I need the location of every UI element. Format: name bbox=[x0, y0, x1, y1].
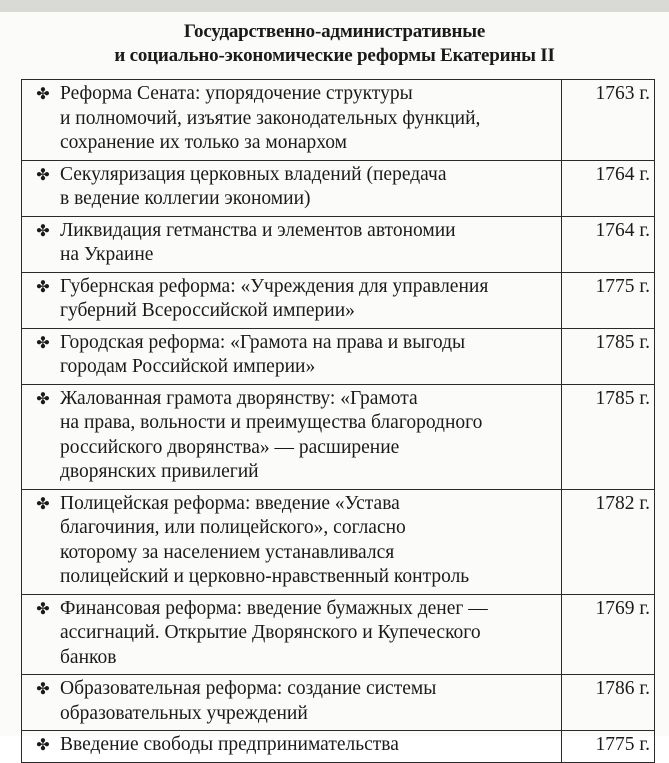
reform-item bbox=[26, 331, 557, 380]
reform-description-cell bbox=[22, 216, 562, 272]
reform-description-cell bbox=[22, 731, 562, 763]
table-row bbox=[22, 594, 655, 675]
reform-description bbox=[60, 597, 557, 671]
title-line-2: и социально-экономические реформы Екатерины II bbox=[114, 45, 555, 66]
four-petal-bullet-icon: ✤ bbox=[36, 735, 50, 754]
reform-description-line: на права, вольности и преимущества благородного bbox=[60, 412, 483, 433]
reform-description-cell bbox=[22, 160, 562, 216]
reform-description-cell bbox=[22, 384, 562, 489]
reform-description bbox=[60, 492, 557, 590]
reform-description bbox=[60, 733, 557, 758]
reform-item bbox=[26, 275, 557, 324]
reform-item bbox=[26, 82, 557, 156]
reform-year: 1775 г. bbox=[562, 272, 655, 328]
reform-description bbox=[60, 275, 557, 324]
table-row bbox=[22, 216, 655, 272]
reform-description-cell bbox=[22, 80, 562, 161]
four-petal-bullet-icon: ✤ bbox=[36, 598, 50, 618]
reform-description-cell bbox=[22, 489, 562, 594]
reforms-table bbox=[21, 79, 655, 763]
four-petal-bullet-icon: ✤ bbox=[36, 493, 50, 513]
reform-description-cell bbox=[22, 675, 562, 731]
four-petal-bullet-icon: ✤ bbox=[36, 84, 50, 103]
reform-description-line: городам Российской империи» bbox=[60, 356, 316, 377]
reform-description bbox=[60, 163, 557, 212]
four-petal-bullet-icon: ✤ bbox=[36, 164, 50, 184]
reform-year: 1775 г. bbox=[562, 731, 655, 763]
reform-year: 1782 г. bbox=[562, 489, 655, 594]
reform-description bbox=[60, 387, 557, 485]
reform-description-line: Городская реформа: «Грамота на права и выгоды bbox=[60, 331, 466, 353]
reforms-table-body bbox=[22, 80, 655, 763]
reform-description-line: полицейский и церковно-нравственный контроль bbox=[60, 566, 470, 587]
reform-description-line: Жалованная грамота дворянству: «Грамота bbox=[60, 387, 418, 409]
reform-item bbox=[26, 387, 557, 485]
title-line-1: Государственно-административные bbox=[183, 21, 486, 42]
reform-description-cell bbox=[22, 272, 562, 328]
reform-description-line: сохранение их только за монархом bbox=[60, 132, 348, 153]
reform-description-line: Финансовая реформа: введение бумажных денег — bbox=[60, 597, 488, 619]
reform-description-line: губерний Всероссийской империи» bbox=[60, 300, 355, 321]
reform-description-line: на Украине bbox=[60, 244, 154, 265]
reform-description-line: благочиния, или полицейского», согласно bbox=[60, 517, 406, 538]
reform-year: 1763 г. bbox=[562, 80, 655, 161]
reform-description-cell bbox=[22, 594, 562, 675]
reform-description bbox=[60, 82, 557, 156]
four-petal-bullet-icon: ✤ bbox=[36, 679, 50, 698]
reform-description bbox=[60, 331, 557, 380]
top-edge-strip bbox=[0, 0, 669, 12]
table-row bbox=[22, 489, 655, 594]
table-row bbox=[22, 328, 655, 384]
reform-item bbox=[26, 733, 557, 758]
reform-year: 1764 г. bbox=[562, 160, 655, 216]
reform-description-line: которому за населением устанавливался bbox=[60, 541, 395, 563]
reform-description-line: Реформа Сената: упорядочение структуры bbox=[60, 83, 413, 104]
reform-description-line: российского дворянства» — расширение bbox=[60, 436, 400, 458]
table-row bbox=[22, 160, 655, 216]
reform-description-line: Полицейская реформа: введение «Устава bbox=[60, 492, 400, 514]
reform-description-line: Секуляризация церковных владений (передача bbox=[60, 163, 447, 185]
table-row bbox=[22, 731, 655, 763]
reform-description-line: и полномочий, изъятие законодательных функций, bbox=[60, 107, 481, 129]
four-petal-bullet-icon: ✤ bbox=[36, 332, 50, 352]
four-petal-bullet-icon: ✤ bbox=[36, 220, 50, 240]
reform-item bbox=[26, 163, 557, 212]
reform-year: 1785 г. bbox=[562, 384, 655, 489]
reform-description-line: Ликвидация гетманства и элементов автономии bbox=[60, 219, 456, 241]
reform-item bbox=[26, 677, 557, 726]
reform-description-line: дворянских привилегий bbox=[60, 461, 259, 482]
reform-item bbox=[26, 219, 557, 268]
reform-description-line: Губернская реформа: «Учреждения для управления bbox=[60, 275, 489, 297]
reform-description-line: образовательных учреждений bbox=[60, 702, 308, 724]
reform-description-line: Образовательная реформа: создание системы bbox=[60, 678, 437, 699]
reform-year: 1769 г. bbox=[562, 594, 655, 675]
reform-description bbox=[60, 677, 557, 726]
reform-year: 1764 г. bbox=[562, 216, 655, 272]
table-row bbox=[22, 384, 655, 489]
table-row bbox=[22, 272, 655, 328]
reform-year: 1786 г. bbox=[562, 675, 655, 731]
reform-description-line: Введение свободы предпринимательства bbox=[60, 734, 399, 755]
reform-description-cell bbox=[22, 328, 562, 384]
reform-year: 1785 г. bbox=[562, 328, 655, 384]
reform-item bbox=[26, 597, 557, 671]
table-title bbox=[0, 20, 669, 68]
four-petal-bullet-icon: ✤ bbox=[36, 388, 50, 408]
reform-description-line: ассигнаций. Открытие Дворянского и Купеческого bbox=[60, 622, 481, 643]
reform-description-line: банков bbox=[60, 646, 117, 668]
reform-description-line: в ведение коллегии экономии) bbox=[60, 188, 311, 209]
reform-item bbox=[26, 492, 557, 590]
four-petal-bullet-icon: ✤ bbox=[36, 276, 50, 296]
table-row bbox=[22, 675, 655, 731]
table-row bbox=[22, 80, 655, 161]
reform-description bbox=[60, 219, 557, 268]
